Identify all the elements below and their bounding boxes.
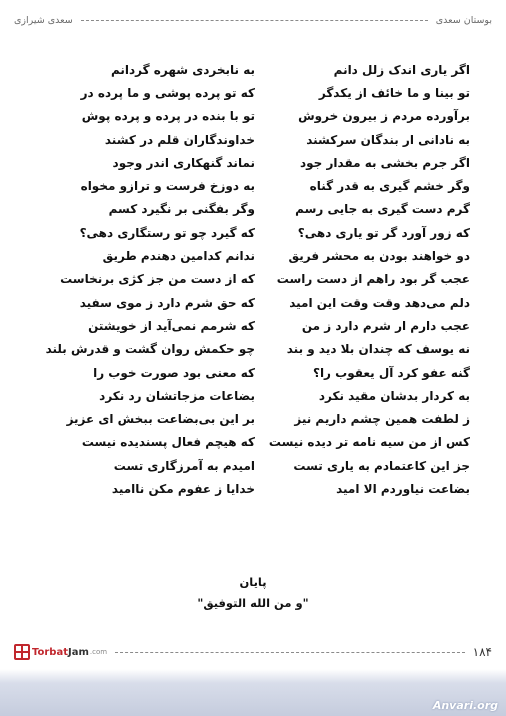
- couplet: [40, 407, 470, 430]
- couplet: [40, 221, 470, 244]
- header-divider: [81, 20, 428, 21]
- page-number: ۱۸۴: [472, 645, 492, 659]
- hemistich-first: ز لطفت همین چشم داریم نیز: [294, 412, 470, 427]
- logo-text-jam: Jam: [67, 646, 89, 658]
- hemistich-first: دلم می‌دهد وقت وقت این امید: [289, 295, 470, 310]
- hemistich-second: بضاعات مزجاتشان رد نکرد: [99, 388, 255, 403]
- hemistich-second: بر این بی‌بضاعت ببخش ای عزیز: [66, 412, 255, 427]
- hemistich-second: به نابخردی شهره گردانم: [110, 62, 255, 77]
- hemistich-second: که گیرد چو تو رستگاری دهی؟: [79, 225, 255, 240]
- hemistich-first: اگر یاری اندک زلل دانم: [333, 62, 470, 77]
- hemistich-first: تو بینا و ما خائف از یکدگر: [318, 85, 470, 100]
- hemistich-first: وگر خشم گیری به قدر گناه: [309, 179, 470, 194]
- hemistich-second: به دوزخ فرست و ترازو مخواه: [80, 179, 255, 194]
- hemistich-first: جز این کاعتمادم به یاری تست: [293, 458, 470, 473]
- hemistich-second: چو حکمش روان گشت و قدرش بلند: [45, 342, 255, 357]
- hemistich-first: گنه عفو کرد آل یعقوب را؟: [312, 365, 470, 380]
- couplet: [40, 338, 470, 361]
- ending-title: پایان: [239, 575, 267, 589]
- hemistich-second: نماند گنهکاری اندر وجود: [112, 155, 255, 170]
- couplet: [40, 244, 470, 267]
- hemistich-first: نه یوسف که چندان بلا دید و بند: [286, 342, 470, 357]
- hemistich-second: که هیچم فعال پسندیده نیست: [81, 435, 255, 450]
- hemistich-first: کس از من سیه نامه تر دیده نیست: [268, 435, 470, 450]
- hemistich-first: عجب دارم ار شرم دارد ز من: [301, 318, 470, 333]
- couplet: [40, 384, 470, 407]
- couplet: [40, 291, 470, 314]
- logo-icon: [14, 644, 30, 660]
- hemistich-second: ندانم کدامین دهندم طریق: [102, 249, 255, 264]
- hemistich-second: وگر بفگنی بر نگیرد کسم: [108, 202, 255, 217]
- hemistich-second: که شرمم نمی‌آید از خویشتن: [88, 318, 255, 333]
- logo-text-suffix: .com: [89, 648, 108, 656]
- watermark-band: [0, 669, 506, 716]
- hemistich-first: گرم دست گیری به جایی رسم: [295, 202, 470, 217]
- hemistich-first: به کردار بدشان مقید نکرد: [318, 388, 470, 403]
- hemistich-first: به نادانی ار بندگان سرکشند: [306, 132, 470, 147]
- couplet: [40, 81, 470, 104]
- couplet: [40, 314, 470, 337]
- hemistich-second: تو با بنده در پرده و پرده پوش: [81, 109, 255, 124]
- hemistich-first: که زور آورد گر تو یاری دهی؟: [297, 225, 470, 240]
- ending-line: "و من الله التوفیق": [197, 596, 309, 610]
- hemistich-second: امیدم به آمرزگاری تست: [113, 458, 255, 473]
- couplet: [40, 105, 470, 128]
- hemistich-first: عجب گر بود راهم از دست راست: [276, 272, 470, 287]
- couplet: [40, 454, 470, 477]
- couplet: [40, 128, 470, 151]
- book-title: بوستان سعدی: [435, 14, 492, 26]
- hemistich-second: که تو پرده پوشی و ما پرده در: [80, 85, 255, 100]
- couplet: [40, 477, 470, 500]
- hemistich-first: بضاعت نیاوردم الا امید: [336, 481, 470, 496]
- hemistich-second: که حق شرم دارد ز موی سفید: [79, 295, 255, 310]
- author-name: سعدی شیرازی: [14, 14, 73, 26]
- site-logo: [14, 644, 107, 660]
- hemistich-second: خدایا ز عفوم مکن ناامید: [111, 481, 255, 496]
- page-footer: [14, 643, 492, 661]
- couplet: [40, 58, 470, 81]
- hemistich-first: برآورده مردم ز بیرون خروش: [298, 109, 470, 124]
- watermark: Anvari.org: [432, 699, 498, 712]
- couplet: [40, 151, 470, 174]
- couplet: [40, 174, 470, 197]
- couplet: [40, 268, 470, 291]
- couplet: [40, 431, 470, 454]
- couplet: [40, 198, 470, 221]
- logo-text-torbat: Torbat: [32, 646, 68, 658]
- hemistich-second: خداوندگاران قلم در کشند: [104, 132, 255, 147]
- page-header: [14, 10, 492, 30]
- poem: [40, 58, 470, 501]
- footer-divider: [115, 652, 465, 653]
- couplet: [40, 361, 470, 384]
- hemistich-first: اگر جرم بخشی به مقدار جود: [300, 155, 470, 170]
- hemistich-first: دو خواهند بودن به محشر فریق: [288, 249, 470, 264]
- hemistich-second: که معنی بود صورت خوب را: [93, 365, 255, 380]
- hemistich-second: که از دست من جز کژی برنخاست: [60, 272, 255, 287]
